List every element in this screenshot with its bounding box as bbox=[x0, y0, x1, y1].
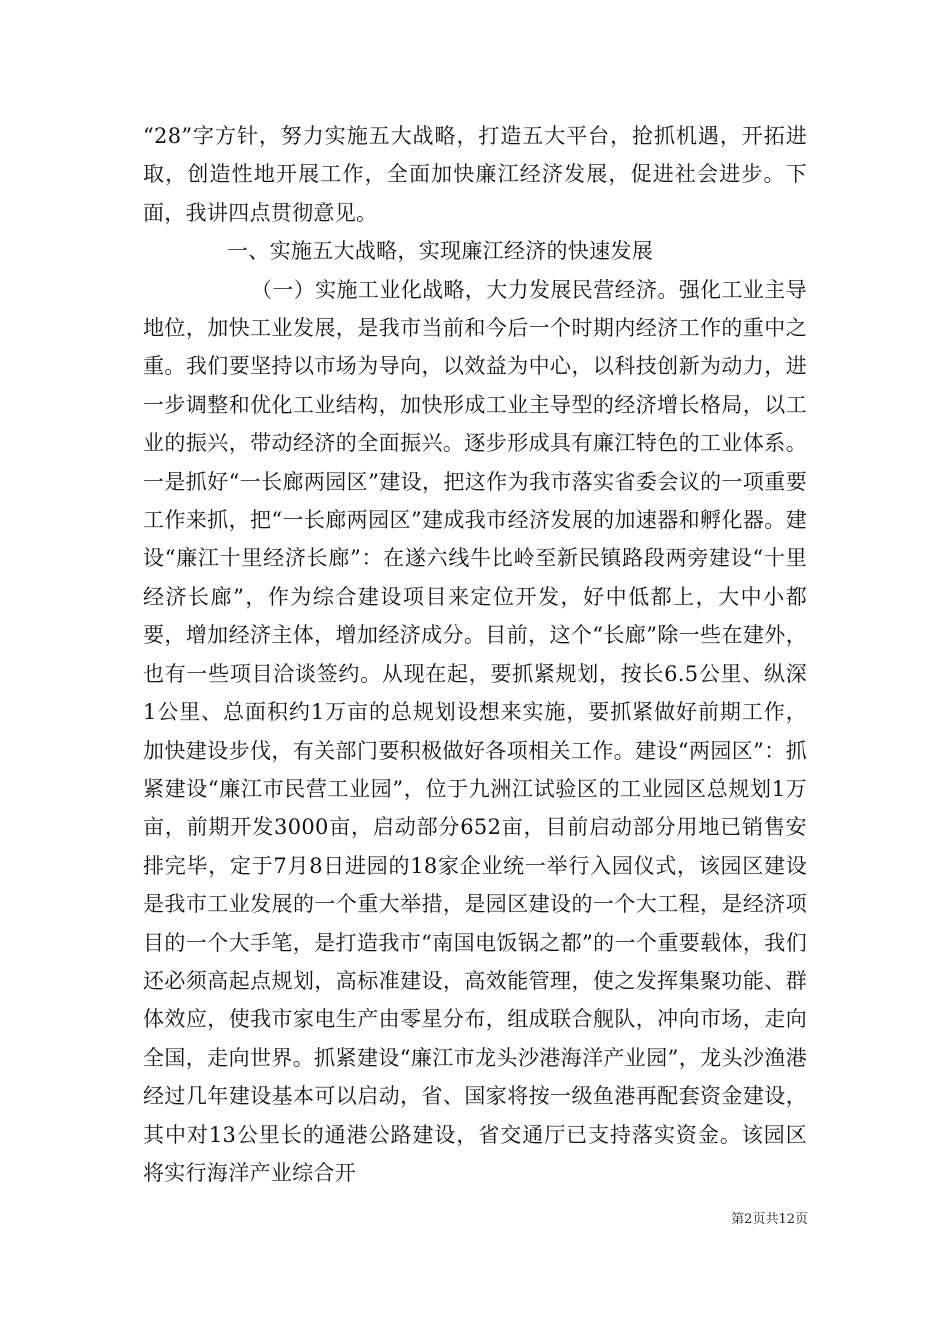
paragraph-intro: “28”字方针，努力实施五大战略，打造五大平台，抢抓机遇，开拓进取，创造性地开展工作，全面加快廉江经济发展，促进社会进步。下面，我讲四点贯彻意见。 bbox=[143, 124, 807, 225]
paragraph-industrialization: （一）实施工业化战略，大力发展民营经济。强化工业主导地位，加快工业发展，是我市当前和今后一个时期内经济工作的重中之重。我们要坚持以市场为导向，以效益为中心，以科技创新为动力，进一步调整和优化工业结构，加快形成工业主导型的经济增长格局，以工业的振兴，带动经济的全面振兴。逐步形成具有廉江特色的工业体系。一是抓好“一长廊两园区”建设，把这作为我市落实省委会议的一项重要工作来抓，把“一长廊两园区”建成我市经济发展的加速器和孵化器。建设“廉江十里经济长廊”：在遂六线牛比岭至新民镇路段两旁建设“十里经济长廊”，作为综合建设项目来定位开发，好中低都上，大中小都要，增加经济主体，增加经济成分。目前，这个“长廊”除一些在建外，也有一些项目洽谈签约。从现在起，要抓紧规划，按长6.5公里、纵深1公里、总面积约1万亩的总规划设想来实施，要抓紧做好前期工作，加快建设步伐，有关部门要积极做好各项相关工作。建设“两园区”：抓紧建设“廉江市民营工业园”，位于九洲江试验区的工业园区总规划1万亩，前期开发3000亩，启动部分652亩，目前启动部分用地已销售安排完毕，定于7月8日进园的18家企业统一举行入园仪式，该园区建设是我市工业发展的一个重大举措，是园区建设的一个大工程，是经济项目的一个大手笔，是打造我市“南国电饭锅之都”的一个重要载体，我们还必须高起点规划，高标准建设，高效能管理，使之发挥集聚功能、群体效应，使我市家电生产由零星分布，组成联合舰队，冲向市场，走向全国，走向世界。抓紧建设“廉江市龙头沙港海洋产业园”，龙头沙渔港经过几年建设基本可以启动，省、国家将按一级鱼港再配套资金建设，其中对13公里长的通港公路建设，省交通厅已支持落实资金。该园区将实行海洋产业综合开 bbox=[143, 277, 807, 1185]
page-number: 第2页共12页 bbox=[731, 1212, 808, 1227]
document-body bbox=[143, 117, 807, 1192]
section-heading: 一、实施五大战略，实现廉江经济的快速发展 bbox=[227, 239, 653, 264]
